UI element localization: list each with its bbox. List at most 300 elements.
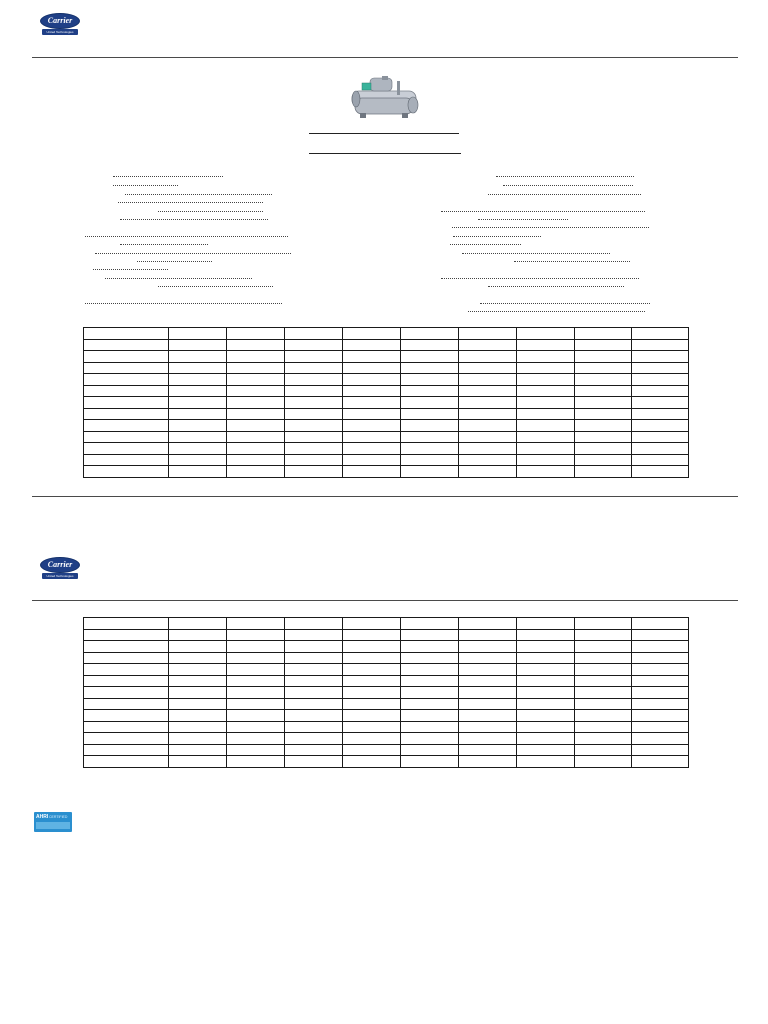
table-cell [401, 339, 459, 351]
table-cell [459, 454, 517, 466]
table-cell [632, 408, 689, 420]
table-row [84, 374, 689, 386]
table-row [84, 397, 689, 409]
table-cell [632, 385, 689, 397]
table-cell [285, 618, 343, 630]
table-cell [227, 733, 285, 745]
table-cell [169, 641, 227, 653]
table-cell [401, 652, 459, 664]
table-cell [459, 664, 517, 676]
table-cell [227, 687, 285, 699]
table-cell [169, 698, 227, 710]
table-cell [343, 397, 401, 409]
table-cell [84, 756, 169, 768]
table-row [84, 339, 689, 351]
table-cell [84, 687, 169, 699]
table-cell [632, 351, 689, 363]
table-cell [285, 431, 343, 443]
text-line [496, 176, 634, 177]
table-cell [632, 664, 689, 676]
table-row [84, 710, 689, 722]
table-cell [517, 698, 575, 710]
table-cell [632, 328, 689, 340]
table-cell [575, 698, 632, 710]
text-line [85, 303, 282, 304]
table-cell [343, 756, 401, 768]
table-cell [459, 339, 517, 351]
table-cell [285, 443, 343, 455]
table-cell [459, 687, 517, 699]
table-cell [401, 641, 459, 653]
table-cell [401, 408, 459, 420]
table-cell [343, 362, 401, 374]
table-cell [459, 756, 517, 768]
table-cell [343, 466, 401, 478]
table-row [84, 408, 689, 420]
text-line [113, 185, 178, 186]
table-cell [632, 756, 689, 768]
table-cell [285, 328, 343, 340]
table-cell [343, 710, 401, 722]
table-cell [227, 466, 285, 478]
text-line [453, 236, 541, 237]
logo-subline-strip [42, 29, 78, 35]
table-cell [84, 733, 169, 745]
table-cell [632, 374, 689, 386]
table-cell [575, 675, 632, 687]
table-cell [575, 420, 632, 432]
table-cell [169, 618, 227, 630]
table-cell [575, 339, 632, 351]
table-cell [459, 652, 517, 664]
table-cell [517, 385, 575, 397]
table-cell [285, 756, 343, 768]
ahri-subline: CERTIFIED [49, 815, 68, 819]
logo-subline: United Technologies [46, 29, 74, 34]
table-cell [227, 454, 285, 466]
table-cell [459, 710, 517, 722]
title-underline [309, 133, 459, 134]
table-cell [632, 397, 689, 409]
table-cell [169, 397, 227, 409]
text-line [450, 244, 521, 245]
table-cell [84, 675, 169, 687]
table-cell [227, 385, 285, 397]
table-cell [343, 431, 401, 443]
table-cell [84, 374, 169, 386]
table-cell [84, 443, 169, 455]
table-row [84, 328, 689, 340]
table-cell [227, 641, 285, 653]
text-line [441, 278, 639, 279]
table-cell [285, 733, 343, 745]
table-cell [632, 618, 689, 630]
table-cell [517, 420, 575, 432]
text-line [462, 253, 610, 254]
table-cell [575, 710, 632, 722]
table-cell [632, 454, 689, 466]
table-cell [169, 408, 227, 420]
table-row [84, 443, 689, 455]
logo-subline-strip [42, 573, 78, 579]
table-cell [517, 443, 575, 455]
table-cell [169, 664, 227, 676]
table-cell [285, 362, 343, 374]
table-cell [517, 454, 575, 466]
table-cell [343, 629, 401, 641]
table-cell [84, 339, 169, 351]
table-cell [285, 408, 343, 420]
table-cell [343, 641, 401, 653]
table-cell [575, 733, 632, 745]
table-row [84, 351, 689, 363]
table-cell [575, 443, 632, 455]
table-cell [575, 618, 632, 630]
table-cell [459, 721, 517, 733]
text-line [441, 211, 645, 212]
table-row [84, 698, 689, 710]
table-cell [169, 454, 227, 466]
text-line [158, 211, 263, 212]
section-rule [32, 496, 738, 497]
table-cell [227, 362, 285, 374]
table-cell [575, 397, 632, 409]
table-cell [169, 385, 227, 397]
table-cell [459, 698, 517, 710]
text-line [514, 261, 630, 262]
table-cell [169, 710, 227, 722]
table-cell [632, 420, 689, 432]
table-cell [285, 629, 343, 641]
table-cell [169, 339, 227, 351]
table-cell [517, 652, 575, 664]
table-cell [343, 351, 401, 363]
table-cell [84, 420, 169, 432]
table-cell [632, 652, 689, 664]
table-cell [285, 744, 343, 756]
table-cell [632, 733, 689, 745]
table-cell [84, 710, 169, 722]
text-line [478, 219, 568, 220]
table-cell [401, 385, 459, 397]
table-cell [169, 328, 227, 340]
table-cell [401, 420, 459, 432]
table-cell [575, 328, 632, 340]
text-line [120, 244, 208, 245]
table-cell [169, 374, 227, 386]
table-row [84, 675, 689, 687]
performance-table [83, 617, 689, 768]
ahri-wordmark: AHRI [36, 814, 49, 820]
table-cell [517, 351, 575, 363]
table-cell [401, 328, 459, 340]
table-cell [84, 431, 169, 443]
table-cell [575, 408, 632, 420]
table-cell [285, 339, 343, 351]
table-cell [84, 328, 169, 340]
table-cell [575, 431, 632, 443]
table-cell [227, 618, 285, 630]
table-cell [84, 351, 169, 363]
table-cell [459, 618, 517, 630]
table-cell [401, 618, 459, 630]
table-cell [169, 733, 227, 745]
text-line [93, 269, 168, 270]
table-cell [401, 756, 459, 768]
table-cell [459, 641, 517, 653]
table-cell [575, 454, 632, 466]
table-cell [84, 408, 169, 420]
text-line [125, 194, 272, 195]
table-cell [632, 721, 689, 733]
table-cell [84, 664, 169, 676]
table-cell [227, 652, 285, 664]
table-cell [343, 618, 401, 630]
table-cell [401, 675, 459, 687]
table-cell [227, 664, 285, 676]
table-cell [227, 328, 285, 340]
ahri-certified-badge [34, 812, 72, 832]
table-cell [517, 721, 575, 733]
table-cell [84, 744, 169, 756]
table-cell [343, 652, 401, 664]
table-cell [401, 698, 459, 710]
table-cell [285, 466, 343, 478]
table-cell [401, 664, 459, 676]
text-line [158, 286, 273, 287]
table-cell [84, 466, 169, 478]
table-cell [169, 466, 227, 478]
table-cell [343, 408, 401, 420]
table-cell [517, 744, 575, 756]
table-cell [575, 641, 632, 653]
table-cell [517, 431, 575, 443]
table-cell [459, 744, 517, 756]
subtitle-underline [309, 153, 461, 154]
table-cell [517, 397, 575, 409]
table-cell [459, 408, 517, 420]
table-cell [459, 420, 517, 432]
table-cell [632, 362, 689, 374]
text-line [480, 303, 650, 304]
table-cell [343, 420, 401, 432]
text-line [488, 286, 624, 287]
table-cell [459, 443, 517, 455]
logo-wordmark: Carrier [47, 16, 73, 25]
table-cell [285, 374, 343, 386]
table-cell [575, 466, 632, 478]
table-cell [517, 687, 575, 699]
table-cell [459, 675, 517, 687]
table-cell [459, 431, 517, 443]
table-cell [169, 652, 227, 664]
table-cell [517, 362, 575, 374]
table-row [84, 744, 689, 756]
table-row [84, 454, 689, 466]
table-cell [632, 629, 689, 641]
table-cell [401, 721, 459, 733]
table-cell [575, 721, 632, 733]
table-cell [227, 420, 285, 432]
table-cell [632, 339, 689, 351]
table-cell [575, 362, 632, 374]
table-cell [517, 733, 575, 745]
text-line [85, 236, 288, 237]
table-cell [343, 733, 401, 745]
table-cell [517, 339, 575, 351]
table-cell [169, 431, 227, 443]
text-line [118, 202, 263, 203]
text-line [503, 185, 633, 186]
table-cell [343, 454, 401, 466]
table-cell [575, 351, 632, 363]
table-row [84, 721, 689, 733]
text-line [113, 176, 223, 177]
table-cell [227, 756, 285, 768]
carrier-logo-oval [40, 557, 80, 573]
table-cell [401, 431, 459, 443]
table-cell [285, 652, 343, 664]
table-cell [84, 698, 169, 710]
table-cell [285, 454, 343, 466]
table-cell [227, 431, 285, 443]
table-cell [227, 710, 285, 722]
table-cell [517, 629, 575, 641]
table-cell [84, 397, 169, 409]
logo-wordmark: Carrier [47, 560, 73, 569]
table-cell [169, 721, 227, 733]
table-cell [401, 733, 459, 745]
table-cell [285, 687, 343, 699]
table-row [84, 756, 689, 768]
table-cell [285, 698, 343, 710]
table-cell [169, 687, 227, 699]
text-line [105, 278, 252, 279]
table-cell [84, 454, 169, 466]
table-cell [227, 351, 285, 363]
table-cell [84, 618, 169, 630]
table-cell [401, 710, 459, 722]
table-cell [343, 374, 401, 386]
header-rule [32, 57, 738, 58]
text-line [120, 219, 268, 220]
table-cell [227, 443, 285, 455]
table-cell [227, 339, 285, 351]
carrier-logo [40, 13, 80, 37]
table-cell [169, 675, 227, 687]
table-cell [285, 397, 343, 409]
table-cell [632, 744, 689, 756]
chiller-image [350, 75, 420, 119]
table-cell [401, 443, 459, 455]
table-cell [84, 721, 169, 733]
table-cell [285, 675, 343, 687]
table-cell [575, 664, 632, 676]
table-row [84, 431, 689, 443]
table-cell [517, 374, 575, 386]
table-cell [285, 664, 343, 676]
table-cell [401, 687, 459, 699]
table-cell [632, 466, 689, 478]
table-row [84, 641, 689, 653]
carrier-logo-oval [40, 13, 80, 29]
table-cell [459, 466, 517, 478]
table-cell [517, 675, 575, 687]
table-row [84, 687, 689, 699]
performance-table [83, 327, 689, 478]
table-cell [401, 744, 459, 756]
table-cell [517, 618, 575, 630]
table-cell [227, 675, 285, 687]
table-cell [517, 466, 575, 478]
table-cell [575, 652, 632, 664]
table-cell [632, 698, 689, 710]
page2-header-rule [32, 600, 738, 601]
table-cell [227, 408, 285, 420]
text-line [137, 261, 212, 262]
table-cell [401, 397, 459, 409]
table-cell [227, 698, 285, 710]
table-cell [343, 385, 401, 397]
text-line [95, 253, 291, 254]
table-cell [343, 328, 401, 340]
table-cell [169, 443, 227, 455]
table-cell [632, 641, 689, 653]
table-cell [575, 629, 632, 641]
table-cell [575, 756, 632, 768]
table-cell [517, 664, 575, 676]
table-cell [632, 687, 689, 699]
table-cell [401, 374, 459, 386]
text-line [452, 227, 649, 228]
table-cell [459, 733, 517, 745]
table-row [84, 420, 689, 432]
table-cell [84, 652, 169, 664]
table-cell [575, 374, 632, 386]
table-cell [169, 420, 227, 432]
table-cell [84, 385, 169, 397]
table-cell [343, 339, 401, 351]
table-cell [517, 710, 575, 722]
table-row [84, 733, 689, 745]
table-cell [632, 675, 689, 687]
table-cell [632, 431, 689, 443]
table-cell [84, 629, 169, 641]
table-row [84, 385, 689, 397]
table-cell [285, 641, 343, 653]
table-cell [169, 629, 227, 641]
table-cell [343, 744, 401, 756]
table-cell [227, 721, 285, 733]
table-cell [343, 443, 401, 455]
table-cell [227, 744, 285, 756]
table-cell [227, 397, 285, 409]
table-cell [227, 374, 285, 386]
ahri-badge-band [36, 822, 70, 829]
table-cell [227, 629, 285, 641]
table-cell [285, 721, 343, 733]
table-row [84, 466, 689, 478]
table-cell [459, 397, 517, 409]
table-row [84, 618, 689, 630]
table-cell [401, 629, 459, 641]
table-cell [517, 408, 575, 420]
table-cell [575, 385, 632, 397]
table-cell [632, 710, 689, 722]
table-cell [84, 362, 169, 374]
text-line [488, 194, 641, 195]
table-cell [169, 756, 227, 768]
